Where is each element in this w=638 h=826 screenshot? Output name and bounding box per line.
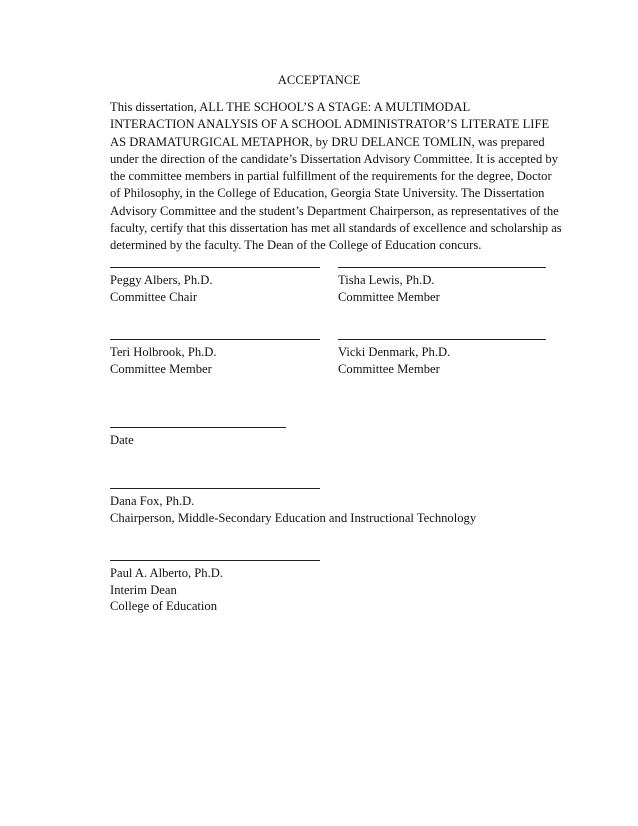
signature-line — [110, 427, 286, 428]
signature-line — [110, 488, 320, 489]
signer-name: Paul A. Alberto, Ph.D. — [110, 566, 223, 580]
paragraph-line: INTERACTION ANALYSIS OF A SCHOOL ADMINISTRATOR’S LITERATE LIFE — [110, 117, 550, 132]
signer-name: Dana Fox, Ph.D. — [110, 494, 195, 508]
signer-role: Committee Chair — [110, 289, 198, 304]
signer-role: Chairperson, Middle-Secondary Education and Instructional Technology — [110, 510, 477, 525]
signature-block-lewis — [338, 257, 546, 305]
signature-block-albers — [110, 257, 320, 305]
signature-block-denmark — [338, 329, 546, 377]
paragraph-line: This dissertation, ALL THE SCHOOL’S A STAGE: A MULTIMODAL — [110, 100, 471, 114]
signature-block-alberto — [110, 550, 320, 615]
signature-block-holbrook — [110, 329, 320, 377]
signature-line — [110, 339, 320, 340]
signer-role: Committee Member — [110, 361, 212, 376]
acceptance-paragraph — [110, 99, 562, 255]
signer-name: Teri Holbrook, Ph.D. — [110, 345, 217, 359]
signer-role: Interim Dean — [110, 582, 177, 597]
signer-role: Committee Member — [338, 289, 440, 304]
paragraph-line: AS DRAMATURGICAL METAPHOR, by DRU DELANCE TOMLIN, was prepared — [110, 134, 545, 149]
paragraph-line: Advisory Committee and the student’s Department Chairperson, as representatives of the — [110, 203, 559, 218]
paragraph-line: determined by the faculty. The Dean of the College of Education concurs. — [110, 238, 482, 253]
signature-line — [110, 560, 320, 561]
paragraph-line: faculty, certify that this dissertation has met all standards of excellence and scholarship as — [110, 221, 562, 236]
signature-line — [338, 339, 546, 340]
signature-line — [110, 267, 320, 268]
signature-line — [338, 267, 546, 268]
signer-role: Committee Member — [338, 361, 440, 376]
signer-name: Vicki Denmark, Ph.D. — [338, 345, 451, 359]
signer-department: College of Education — [110, 599, 218, 613]
signer-name: Peggy Albers, Ph.D. — [110, 273, 213, 287]
paragraph-line: of Philosophy, in the College of Education, Georgia State University. The Dissertation — [110, 186, 545, 201]
signature-block-fox — [110, 478, 477, 526]
signer-name: Tisha Lewis, Ph.D. — [338, 273, 435, 287]
signature-block-date — [110, 417, 286, 449]
paragraph-line: under the direction of the candidate’s Dissertation Advisory Committee. It is accepted by — [110, 151, 559, 166]
page-title: ACCEPTANCE — [277, 73, 361, 87]
date-label: Date — [110, 433, 134, 447]
paragraph-line: the committee members in partial fulfillment of the requirements for the degree, Doctor — [110, 169, 552, 184]
